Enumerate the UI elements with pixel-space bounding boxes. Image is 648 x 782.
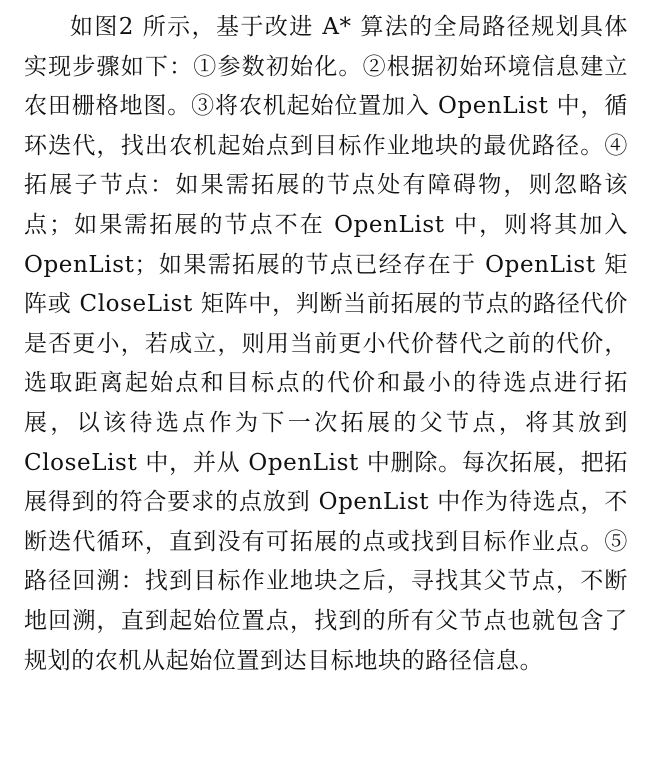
- document-page: [24, 8, 628, 681]
- body-paragraph: 如图2 所示，基于改进 A* 算法的全局路径规划具体实现步骤如下：①参数初始化。②根据初始环境信息建立农田栅格地图。③将农机起始位置加入 OpenList 中，循环迭代，找出农机起始点到目标作业地块的最优路径。④拓展子节点：如果需拓展的节点处有障碍物，则忽略该点；如果需拓展的节点不在 OpenList 中，则将其加入 OpenList；如果需拓展的节点已经存在于 OpenList 矩阵或 CloseList 矩阵中，判断当前拓展的节点的路径代价是否更小，若成立，则用当前更小代价替代之前的代价，选取距离起始点和目标点的代价和最小的待选点进行拓展，以该待选点作为下一次拓展的父节点，将其放到 CloseList 中，并从 OpenList 中删除。每次拓展，把拓展得到的符合要求的点放到 OpenList 中作为待选点，不断迭代循环，直到没有可拓展的点或找到目标作业点。⑤路径回溯：找到目标作业地块之后，寻找其父节点，不断地回溯，直到起始位置点，找到的所有父节点也就包含了规划的农机从起始位置到达目标地块的路径信息。: [24, 14, 628, 674]
